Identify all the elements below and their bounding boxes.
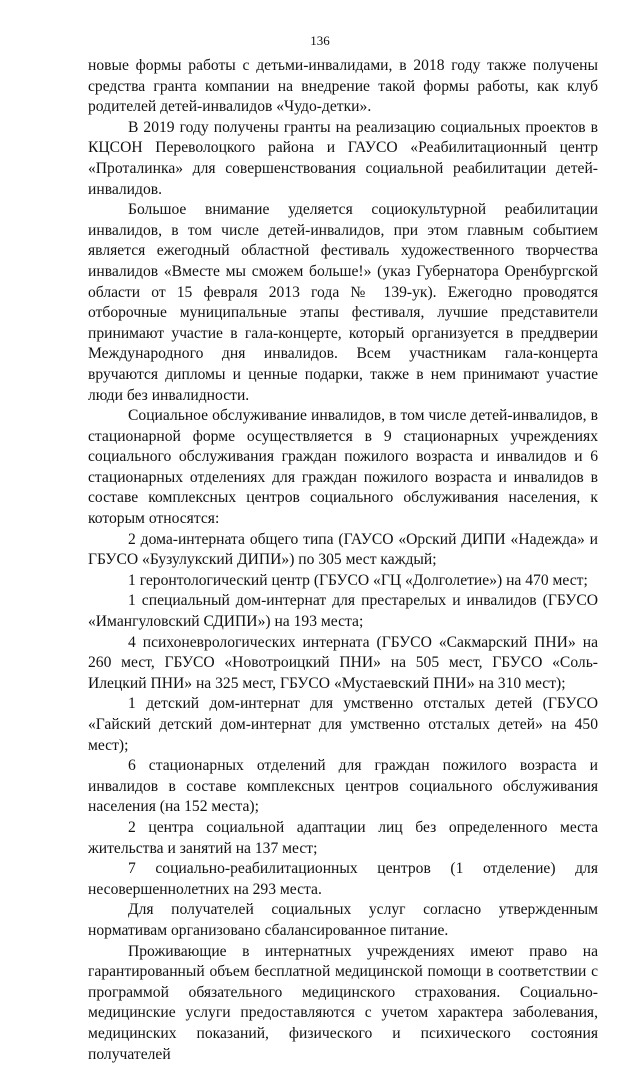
list-item-8: 7 социально-реабилитационных центров (1 отделение) для несовершеннолетних на 293 места.: [88, 860, 598, 898]
list-item-1: 2 дома-интерната общего типа (ГАУСО «Орский ДИПИ «Надежда» и ГБУСО «Бузулукский ДИПИ») по 305 мест каждый;: [88, 530, 598, 569]
list-item-6: 6 стационарных отделений для граждан пожилого возраста и инвалидов в составе комплексных центров социального обслуживания населения (на 152 места);: [88, 757, 598, 816]
body-text: [88, 56, 598, 1065]
page-number: 136: [310, 33, 330, 48]
list-item-2: 1 геронтологический центр (ГБУСО «ГЦ «Долголетие») на 470 мест;: [128, 571, 588, 589]
list-item-7: 2 центра социальной адаптации лиц без определенного места жительства и занятий на 137 мест;: [88, 818, 598, 857]
list-item-3: 1 специальный дом-интернат для престарелых и инвалидов (ГБУСО «Имангуловский СДИПИ») на 193 места;: [88, 592, 598, 631]
paragraph-4: Социальное обслуживание инвалидов, в том числе детей-инвалидов, в стационарной форме осуществляется в 9 стационарных учреждениях социального обслуживания граждан пожилого возраста и инвалидов и 6 стационарных отделениях для граждан пожилого возраста и инвалидов в составе комплексных центров социального обслуживания населения, к которым относятся:: [88, 407, 598, 528]
paragraph-2: В 2019 году получены гранты на реализацию социальных проектов в КЦСОН Переволоцкого района и ГАУСО «Реабилитационный центр «Проталинка» для совершенствования социальной реабилитации детей-инвалидов.: [88, 118, 598, 198]
paragraph-1: новые формы работы с детьми-инвалидами, в 2018 году также получены средства гранта компании на внедрение такой формы работы, как клуб родителей детей-инвалидов «Чудо-детки».: [88, 57, 598, 116]
paragraph-6: Проживающие в интернатных учреждениях имеют право на гарантированный объем бесплатной медицинской помощи в соответствии с программой обязательного медицинского страхования. Социально-медицинские услуги предоставляются с учетом характера заболевания, медицинских показаний, физического и психического состояния получателей: [88, 942, 598, 1063]
list-item-4: 4 психоневрологических интерната (ГБУСО «Сакмарский ПНИ» на 260 мест, ГБУСО «Новотроицкий ПНИ» на 505 мест, ГБУСО «Соль-Илецкий ПНИ» на 325 мест, ГБУСО «Мустаевский ПНИ» на 310 мест);: [88, 633, 598, 692]
paragraph-3: Большое внимание уделяется социокультурной реабилитации инвалидов, в том числе детей-инвалидов, при этом главным событием является ежегодный областной фестиваль художественного творчества инвалидов «Вместе мы сможем больше!» (указ Губернатора Оренбургской области от 15 февраля 2013 года № 139-ук). Ежегодно проводятся отборочные муниципальные этапы фестиваля, лучшие представители принимают участие в гала-концерте, который организуется в преддверии Международного дня инвалидов. Всем участникам гала-концерта вручаются дипломы и ценные подарки, также в нем принимают участие люди без инвалидности.: [88, 201, 598, 404]
paragraph-5: Для получателей социальных услуг согласно утвержденным нормативам организовано сбалансированное питание.: [88, 901, 598, 939]
list-item-5: 1 детский дом-интернат для умственно отсталых детей (ГБУСО «Гайский детский дом-интернат для умственно отсталых детей» на 450 мест);: [88, 695, 598, 754]
